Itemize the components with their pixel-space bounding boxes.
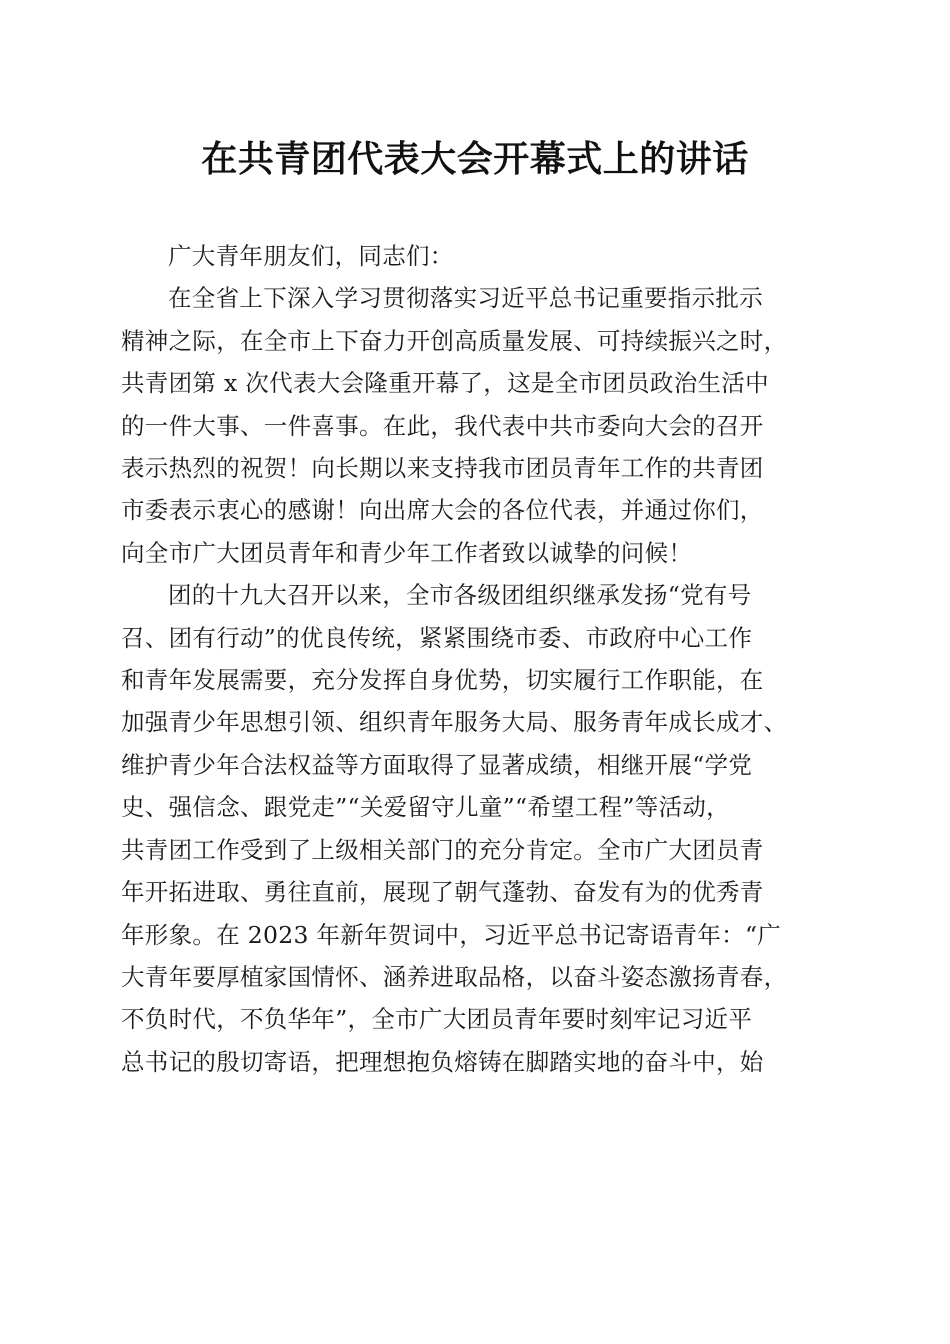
text-line: 加强青少年思想引领、组织青年服务大局、服务青年成长成才、 (121, 708, 788, 737)
text-line: 向全市广大团员青年和青少年工作者致以诚挚的问候！ (121, 538, 693, 567)
text-line: 团的十九大召开以来，全市各级团组织继承发扬“党有号 (168, 581, 752, 610)
text-line: 共青团第 x 次代表大会隆重开幕了，这是全市团员政治生活中 (121, 369, 769, 398)
text-line: 在全省上下深入学习贯彻落实习近平总书记重要指示批示 (168, 284, 763, 313)
text-line: 年形象。在 2023 年新年贺词中，习近平总书记寄语青年：“广 (121, 920, 782, 949)
text-line: 和青年发展需要，充分发挥自身优势，切实履行工作职能，在 (121, 666, 764, 695)
document-body (121, 235, 831, 1083)
text-line: 史、强信念、跟党走”“关爱留守儿童”“希望工程”等活动， (121, 793, 730, 822)
text-line: 年开拓进取、勇往直前，展现了朝气蓬勃、奋发有为的优秀青 (121, 878, 764, 907)
paragraph-achievements (121, 574, 831, 1083)
paragraph-opening (121, 277, 831, 574)
text-line: 共青团工作受到了上级相关部门的充分肯定。全市广大团员青 (121, 835, 764, 864)
text-line: 维护青少年合法权益等方面取得了显著成绩，相继开展“学党 (121, 750, 753, 779)
paragraph-salutation (121, 235, 831, 277)
text-line: 的一件大事、一件喜事。在此，我代表中共市委向大会的召开 (121, 411, 764, 440)
text-line: 不负时代，不负华年”，全市广大团员青年要时刻牢记习近平 (121, 1005, 753, 1034)
text-line: 精神之际，在全市上下奋力开创高质量发展、可持续振兴之时， (121, 326, 788, 355)
text-line: 市委表示衷心的感谢！向出席大会的各位代表，并通过你们， (121, 496, 764, 525)
text-line: 总书记的殷切寄语，把理想抱负熔铸在脚踏实地的奋斗中，始 (121, 1047, 764, 1076)
text-line: 表示热烈的祝贺！向长期以来支持我市团员青年工作的共青团 (121, 454, 764, 483)
text-line: 大青年要厚植家国情怀、涵养进取品格，以奋斗姿态激扬青春， (121, 962, 788, 991)
text-line: 召、团有行动”的优良传统，紧紧围绕市委、市政府中心工作 (121, 623, 753, 652)
text-line: 广大青年朋友们，同志们： (168, 242, 454, 270)
document-title: 在共青团代表大会开幕式上的讲话 (201, 138, 749, 180)
